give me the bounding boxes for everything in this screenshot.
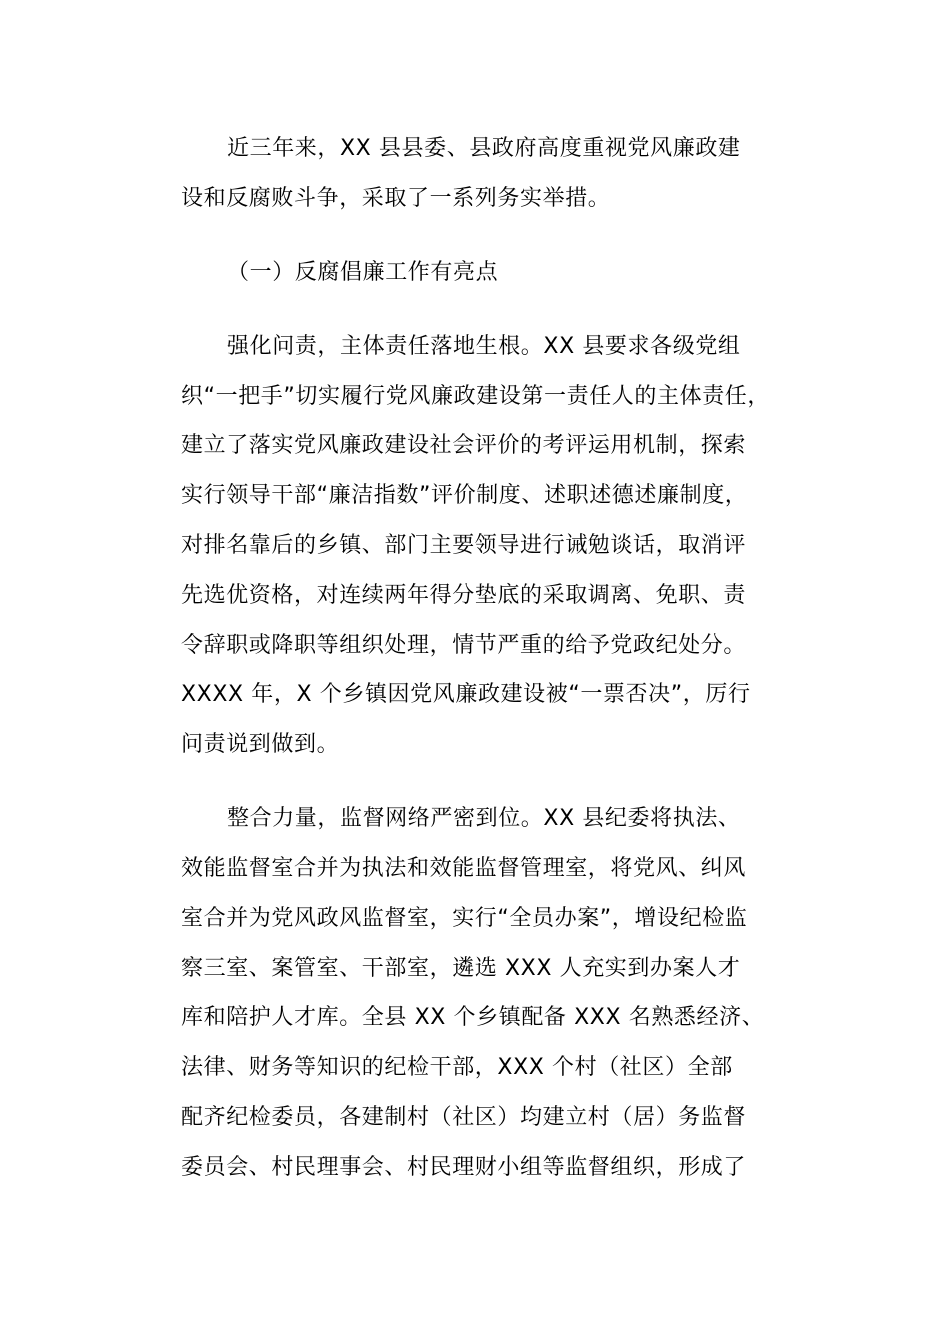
paragraph-line: 配齐纪检委员，各建制村（社区）均建立村（居）务监督 xyxy=(181,1105,747,1130)
paragraph-line: XXXX 年，X 个乡镇因党风廉政建设被“一票否决”，厉行 xyxy=(181,682,751,707)
paragraph-line: 库和陪护人才库。全县 XX 个乡镇配备 XXX 名熟悉经济、 xyxy=(181,1005,765,1030)
paragraph-line: 委员会、村民理事会、村民理财小组等监督组织，形成了 xyxy=(181,1155,747,1180)
paragraph-line: 效能监督室合并为执法和效能监督管理室，将党风、纠风 xyxy=(181,856,747,881)
paragraph-line: 察三室、案管室、干部室，遴选 XXX 人充实到办案人才 xyxy=(181,956,741,981)
paragraph-line: 整合力量，监督网络严密到位。XX 县纪委将执法、 xyxy=(227,806,741,831)
paragraph-line: 问责说到做到。 xyxy=(181,732,340,757)
paragraph-line: 强化问责，主体责任落地生根。XX 县要求各级党组 xyxy=(227,334,741,359)
section-heading: （一）反腐倡廉工作有亮点 xyxy=(227,260,499,285)
paragraph-line: 实行领导干部“廉洁指数”评价制度、述职述德述廉制度， xyxy=(181,483,748,508)
paragraph-line: 设和反腐败斗争，采取了一系列务实举措。 xyxy=(181,186,611,211)
paragraph-line: 对排名靠后的乡镇、部门主要领导进行诫勉谈话，取消评 xyxy=(181,533,747,558)
paragraph-line: 近三年来，XX 县县委、县政府高度重视党风廉政建 xyxy=(227,136,741,161)
paragraph-line: 织“一把手”切实履行党风廉政建设第一责任人的主体责任， xyxy=(181,384,770,409)
paragraph-line: 建立了落实党风廉政建设社会评价的考评运用机制，探索 xyxy=(181,433,747,458)
paragraph-line: 法律、财务等知识的纪检干部，XXX 个村（社区）全部 xyxy=(181,1055,733,1080)
paragraph-line: 室合并为党风政风监督室，实行“全员办案”，增设纪检监 xyxy=(181,906,748,931)
paragraph-line: 令辞职或降职等组织处理，情节严重的给予党政纪处分。 xyxy=(181,633,747,658)
paragraph-line: 先选优资格，对连续两年得分垫底的采取调离、免职、责 xyxy=(181,583,747,608)
